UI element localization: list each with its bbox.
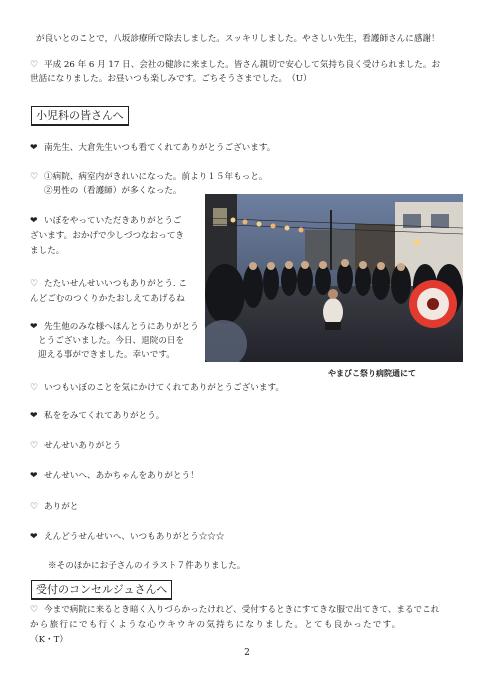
comment-continuation: が良いとのことで，八坂診療所で除去しました。スッキリしました。やさしい先生，看護師さんに感謝！ — [36, 34, 440, 44]
comment-item: ♡ ①病院、病室内がきれいになった。前より１５年もっと。 — [30, 172, 268, 182]
comment-item-cont: ざいます。おかげで少しづつなおってき — [30, 231, 185, 241]
comment-item: ♡ たたいせんせいいつもありがとう. こ — [30, 279, 187, 289]
comment-item: ❤ せんせいへ、あかちゃんをありがとう！ — [30, 471, 199, 481]
festival-photo-image — [205, 194, 463, 362]
section-heading-pediatrics: 小児科の皆さんへ — [31, 106, 129, 126]
heart-icon: ❤ — [30, 532, 38, 542]
comment-reception-cont: から旅行にでも行くような心ウキウキの気持ちになりました。とても良かったです。 — [30, 620, 402, 630]
comment-health-check: ♡ 平成 26 年 6 月 17 日、会社の健診に来ました。皆さん親切で安心して気持ち良く受けられました。お — [30, 60, 441, 70]
comment-item-cont: ②男性の（看護師）が多くなった。 — [44, 186, 182, 196]
comment-item-cont: 迎える事ができました。幸いです。 — [38, 350, 175, 360]
section-heading-reception: 受付のコンセルジュさんへ — [31, 580, 172, 600]
comment-item: ❤ 私ををみてくれてありがとう。 — [30, 411, 165, 421]
comment-item: ❤ いぼをやっていただきありがとうご — [30, 216, 182, 226]
comment-item-cont: とうございました。今日、退院の日を — [38, 336, 185, 346]
heart-icon: ❤ — [30, 471, 38, 481]
comment-item: ♡ せんせいありがとう — [30, 441, 122, 451]
open-heart-icon: ♡ — [30, 502, 39, 512]
comment-item: ❤ 先生他のみな様へほんとうにありがとう — [30, 322, 199, 332]
open-heart-icon: ♡ — [30, 605, 39, 615]
open-heart-icon: ♡ — [30, 441, 39, 451]
comment-reception-signature: （K・T） — [30, 635, 68, 645]
illustration-note: ※そのほかにお子さんのイラスト７件ありました。 — [48, 561, 246, 571]
open-heart-icon: ♡ — [30, 60, 39, 70]
comment-item: ❤ 南先生、大倉先生いつも看てくれてありがとうございます。 — [30, 143, 276, 153]
comment-health-check-cont: 世話になりました。お昼いつも楽しみです。ごちそうさまでした。 （U） — [30, 74, 312, 84]
comment-item-cont: んどごむのつくりかたおしえてあげるね — [30, 294, 185, 304]
festival-photo — [205, 194, 463, 362]
photo-caption: やまびこ祭り病院通にて — [328, 369, 416, 378]
heart-icon: ❤ — [30, 143, 38, 153]
comment-item: ♡ いつもいぼのことを気にかけてくれてありがとうございます。 — [30, 383, 284, 393]
comment-item-cont: ました。 — [30, 246, 65, 256]
open-heart-icon: ♡ — [30, 279, 39, 289]
open-heart-icon: ♡ — [30, 383, 39, 393]
heart-icon: ❤ — [30, 322, 38, 332]
comment-item: ♡ ありがと — [30, 502, 79, 512]
comment-reception: ♡ 今まで病院に来るとき暗く入りづらかったけれど、受付するときにすてきな服で出てきて、まるでこれ — [30, 605, 440, 615]
comment-item: ❤ えんどうせんせいへ、いつもありがとう☆☆☆ — [30, 532, 225, 542]
open-heart-icon: ♡ — [30, 172, 39, 182]
page-number: 2 — [244, 648, 250, 658]
heart-icon: ❤ — [30, 411, 38, 421]
heart-icon: ❤ — [30, 216, 38, 226]
